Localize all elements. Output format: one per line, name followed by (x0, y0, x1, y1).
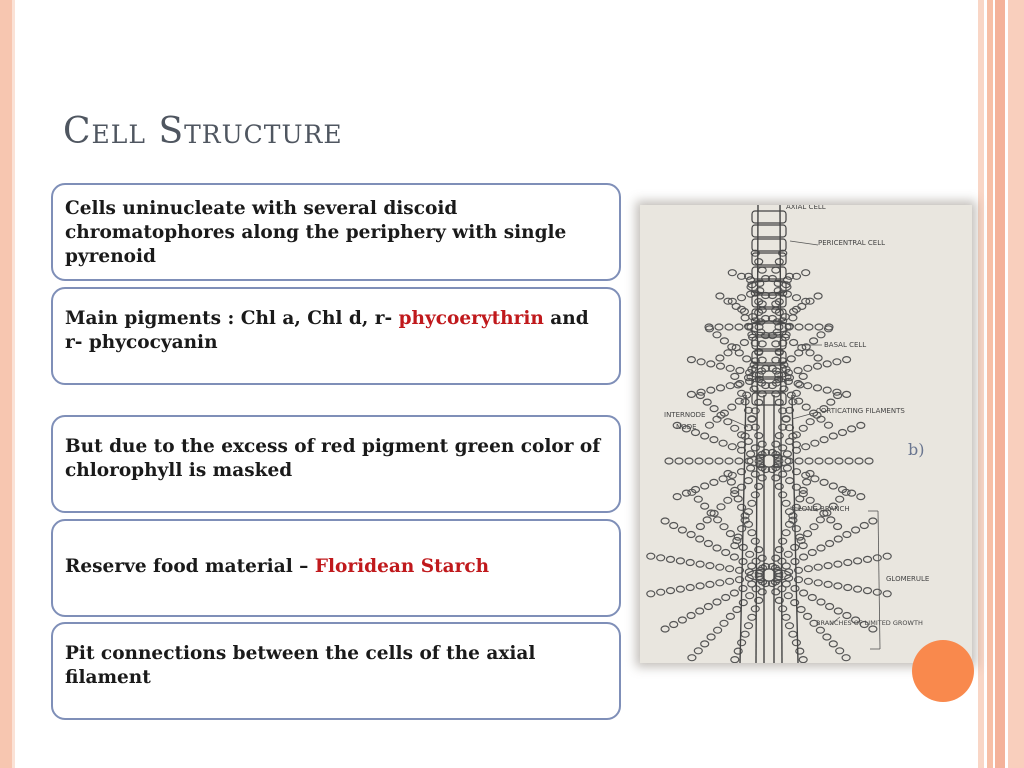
branch-cell (811, 440, 819, 446)
branch-cell (751, 445, 759, 451)
branch-cell (748, 563, 756, 569)
decorative-orange-circle (912, 640, 974, 702)
branch-cell (733, 607, 741, 613)
branch-cell (751, 606, 759, 612)
label-glomerule: GLOMERULE (886, 575, 930, 583)
branch-cell (724, 497, 732, 503)
axial-cell-segment (752, 225, 786, 237)
branch-cell (834, 524, 842, 530)
branch-cell (738, 640, 746, 646)
bullet-text: Cells uninucleate with several discoid chromatophores along the periphery with single pyrenoid (65, 198, 567, 267)
branch-cell (726, 578, 734, 584)
branch-cell (725, 324, 733, 330)
branch-cell (751, 538, 759, 544)
branch-cell (843, 532, 851, 538)
branch-cell (715, 458, 723, 464)
bullet-text: Pit connections between the cells of the axial filament (65, 643, 536, 688)
branch-cell (667, 556, 675, 562)
branch-cell (745, 623, 753, 629)
label-internode: INTERNODE (664, 411, 706, 419)
branch-cell (706, 581, 714, 587)
branch-cell (734, 496, 742, 502)
branch-cell (738, 526, 746, 532)
branch-cell (842, 655, 850, 661)
branch-cell (834, 536, 842, 542)
branch-cell (833, 359, 841, 365)
branch-cell (864, 588, 872, 594)
branch-cell (825, 422, 833, 428)
branch-cell (815, 324, 823, 330)
branch-cell (791, 600, 799, 606)
branch-cell (836, 648, 844, 654)
branch-cell (716, 293, 724, 299)
branch-cell (802, 270, 810, 276)
branch-cell (823, 634, 831, 640)
branch-cell (804, 383, 812, 389)
branch-cell (805, 458, 813, 464)
branch-cell (843, 613, 851, 619)
branch-cell (735, 458, 743, 464)
bullet-text-part: Main pigments : Chl a, Chl d, r- (65, 308, 399, 329)
branch-cell (869, 518, 877, 524)
branch-cell (755, 483, 763, 489)
branch-cell (802, 444, 810, 450)
branch-cell (829, 641, 837, 647)
label-long-branch: LONG BRANCH (798, 505, 850, 513)
branch-cell (670, 523, 678, 529)
branch-cell (845, 458, 853, 464)
highlight-phycoerythrin: phycoerythrin (398, 308, 544, 329)
branch-cell (741, 631, 749, 637)
branch-cell (748, 530, 756, 536)
branch-cell (824, 563, 832, 569)
branch-cell (783, 465, 791, 471)
branch-cell (873, 555, 881, 561)
branch-cell (748, 500, 756, 506)
branch-cell (697, 359, 705, 365)
bullet-text: But due to the excess of red pigment green color of chlorophyll is masked (65, 436, 601, 481)
node (747, 569, 791, 581)
branch-cell (726, 531, 734, 537)
branch-cell (782, 563, 790, 569)
branch-cell (715, 324, 723, 330)
branch-cell (792, 640, 800, 646)
branch-cell (854, 586, 862, 592)
branch-cell (722, 595, 730, 601)
branch-cell (695, 458, 703, 464)
branch-cell (696, 536, 704, 542)
branch-cell (834, 608, 842, 614)
branch-cell (784, 551, 792, 557)
branch-cell (814, 385, 822, 391)
branch-cell (726, 383, 734, 389)
branch-cell (717, 504, 725, 510)
branch-cell (800, 590, 808, 596)
branch-cell (844, 585, 852, 591)
branch-cell (860, 523, 868, 529)
bullet-box-cells (51, 183, 621, 281)
branch-cell (728, 270, 736, 276)
branch-cell (804, 613, 812, 619)
bullet-text (65, 307, 607, 355)
branch-cell (673, 494, 681, 500)
bullet-text-part: and r- phycocyanin (65, 308, 589, 353)
branch-cell (667, 588, 675, 594)
branch-cell (796, 496, 804, 502)
branch-cell (687, 357, 695, 363)
branch-cell (804, 531, 812, 537)
branch-cell (789, 315, 797, 321)
branch-cell (817, 545, 825, 551)
branch-cell (792, 390, 800, 396)
branch-cell (722, 550, 730, 556)
branch-cell (694, 496, 702, 502)
branch-cell (704, 541, 712, 547)
label-corticating-filaments: CORTICATING FILAMENTS (816, 407, 905, 415)
branch-cell (731, 373, 739, 379)
batrachospermum-diagram (640, 205, 972, 663)
branch-cell (647, 591, 655, 597)
branch-cell (701, 641, 709, 647)
branch-cell (814, 355, 822, 361)
branch-cell (725, 458, 733, 464)
branch-cell (827, 517, 835, 523)
branch-cell (734, 382, 742, 388)
branch-cell (714, 627, 722, 633)
branch-cell (758, 391, 766, 397)
branch-cell (730, 590, 738, 596)
branch-cell (744, 478, 752, 484)
branch-cell (716, 355, 724, 361)
branch-cell (799, 373, 807, 379)
branch-cell (713, 332, 721, 338)
branch-cell (797, 607, 805, 613)
branch-cell (710, 479, 718, 485)
branch-cell (865, 458, 873, 464)
branch-cell (687, 532, 695, 538)
branch-cell (688, 655, 696, 661)
branch-cell (686, 585, 694, 591)
axial-cell-segment (752, 211, 786, 223)
branch-cell (883, 553, 891, 559)
branch-cell (726, 613, 734, 619)
branch-cell (728, 444, 736, 450)
branch-cell (731, 657, 739, 663)
branch-cell (696, 583, 704, 589)
branch-cell (782, 614, 790, 620)
branch-cell (796, 382, 804, 388)
branch-cell (810, 338, 818, 344)
branch-cell (806, 497, 814, 503)
bullet-text (65, 555, 489, 579)
branch-cell (816, 517, 824, 523)
branch-cell (743, 392, 751, 398)
branch-cell (758, 267, 766, 273)
branch-cell (647, 553, 655, 559)
branch-cell (825, 458, 833, 464)
branch-cell (808, 550, 816, 556)
slide-frame-right (978, 0, 1024, 768)
branch-cell (675, 458, 683, 464)
branch-cell (716, 580, 724, 586)
branch-cell (696, 524, 704, 530)
branch-cell (784, 593, 792, 599)
branch-cell (834, 583, 842, 589)
slide-frame-left (0, 0, 12, 768)
branch-cell (883, 591, 891, 597)
branch-cell (755, 259, 763, 265)
branch-cell (775, 433, 783, 439)
label-node: NODE (676, 423, 697, 431)
branch-cell (706, 422, 714, 428)
branch-cell (717, 385, 725, 391)
branch-cell (676, 558, 684, 564)
branch-cell (696, 561, 704, 567)
branch-cell (686, 560, 694, 566)
branch-cell (855, 458, 863, 464)
branch-cell (820, 437, 828, 443)
branch-cell (670, 622, 678, 628)
branch-cell (795, 458, 803, 464)
branch-cell (844, 560, 852, 566)
branch-cell (706, 563, 714, 569)
branch-cell (857, 422, 865, 428)
branch-cell (816, 627, 824, 633)
branch-cell (738, 390, 746, 396)
branch-cell (751, 492, 759, 498)
branch-cell (730, 554, 738, 560)
branch-cell (746, 551, 754, 557)
branch-cell (720, 524, 728, 530)
branch-cell (814, 580, 822, 586)
branch-cell (747, 451, 755, 457)
branch-cell (803, 479, 811, 485)
branch-cell (755, 433, 763, 439)
branch-cell (852, 527, 860, 533)
branch-cell (795, 350, 803, 356)
branch-cell (810, 524, 818, 530)
branch-cell (814, 564, 822, 570)
branch-cell (782, 500, 790, 506)
branch-cell (799, 657, 807, 663)
branch-cell (747, 465, 755, 471)
branch-cell (719, 440, 727, 446)
branch-cell (758, 475, 766, 481)
label-panel-mark: b) (908, 440, 925, 459)
branch-cell (735, 350, 743, 356)
branch-cell (748, 614, 756, 620)
branch-cell (826, 541, 834, 547)
branch-cell (775, 259, 783, 265)
bullet-box-pit-connections (51, 622, 621, 720)
branch-cell (779, 492, 787, 498)
branch-cell (710, 406, 718, 412)
branch-cell (678, 527, 686, 533)
branch-cell (823, 361, 831, 367)
label-basal-cell: BASAL CELL (824, 341, 867, 349)
branch-cell (657, 555, 665, 561)
branch-cell (701, 483, 709, 489)
diagram-drawing (640, 205, 972, 663)
branch-cell (772, 267, 780, 273)
branch-cell (820, 479, 828, 485)
branch-cell (815, 458, 823, 464)
branch-cell (783, 451, 791, 457)
branch-cell (791, 586, 799, 592)
branch-cell (772, 391, 780, 397)
branch-cell (701, 503, 709, 509)
branch-cell (772, 589, 780, 595)
branch-cell (864, 556, 872, 562)
branch-cell (843, 357, 851, 363)
branch-cell (827, 399, 835, 405)
branch-cell (696, 608, 704, 614)
branch-cell (694, 648, 702, 654)
branch-cell (857, 494, 865, 500)
branch-cell (731, 425, 739, 431)
slide-title: Cell Structure (63, 111, 343, 152)
branch-cell (710, 437, 718, 443)
branch-cell (829, 483, 837, 489)
branch-cell (736, 368, 744, 374)
branch-cell (713, 599, 721, 605)
branch-cell (727, 479, 735, 485)
branch-cell (743, 356, 751, 362)
branch-cell (804, 566, 812, 572)
bullet-text-part: Reserve food material – (65, 556, 315, 577)
slide-frame-left-inner (12, 0, 15, 768)
branch-cell (814, 363, 822, 369)
label-pericentral-cell: PERICENTRAL CELL (818, 239, 885, 247)
branch-cell (716, 564, 724, 570)
branch-cell (787, 356, 795, 362)
branch-cell (854, 558, 862, 564)
branch-cell (824, 581, 832, 587)
branch-cell (779, 538, 787, 544)
axial-cell-segment (752, 239, 786, 251)
branch-cell (661, 626, 669, 632)
branch-cell (726, 365, 734, 371)
branch-cell (746, 593, 754, 599)
branch-cell (724, 350, 732, 356)
label-branches-limited-growth: BRANCHES OF LIMITED GROWTH (816, 619, 923, 627)
branch-cell (817, 332, 825, 338)
branch-cell (787, 392, 795, 398)
branch-cell (799, 425, 807, 431)
branch-cell (775, 483, 783, 489)
branch-cell (728, 404, 736, 410)
branch-cell (739, 600, 747, 606)
branch-cell (738, 295, 746, 301)
branch-cell (707, 634, 715, 640)
label-axial-cell: AXIAL CELL (786, 205, 826, 211)
branch-cell (740, 340, 748, 346)
branch-cell (717, 363, 725, 369)
branch-cell (805, 324, 813, 330)
bullet-box-pigments (51, 287, 621, 385)
branch-cell (657, 589, 665, 595)
branch-cell (795, 324, 803, 330)
branch-cell (735, 324, 743, 330)
branch-cell (839, 430, 847, 436)
branch-cell (758, 589, 766, 595)
branch-cell (665, 458, 673, 464)
branch-cell (779, 606, 787, 612)
branch-cell (789, 399, 797, 405)
branch-cell (779, 445, 787, 451)
branch-cell (772, 475, 780, 481)
branch-cell (802, 404, 810, 410)
branch-cell (701, 433, 709, 439)
branch-cell (678, 617, 686, 623)
branch-cell (817, 599, 825, 605)
branch-cell (834, 561, 842, 567)
branch-cell (789, 631, 797, 637)
branch-cell (741, 399, 749, 405)
branch-cell (873, 589, 881, 595)
branch-cell (687, 613, 695, 619)
branch-cell (843, 391, 851, 397)
branch-cell (703, 399, 711, 405)
branch-cell (794, 368, 802, 374)
branch-cell (713, 545, 721, 551)
branch-cell (705, 458, 713, 464)
branch-cell (835, 458, 843, 464)
branch-cell (792, 526, 800, 532)
branch-cell (814, 293, 822, 299)
branch-cell (720, 620, 728, 626)
branch-cell (685, 458, 693, 464)
branch-cell (661, 518, 669, 524)
branch-cell (741, 315, 749, 321)
branch-cell (823, 387, 831, 393)
branch-cell (714, 517, 722, 523)
branch-cell (836, 496, 844, 502)
branch-cell (786, 623, 794, 629)
bullet-box-reserve-food (51, 519, 621, 617)
highlight-floridean-starch: Floridean Starch (314, 556, 490, 577)
branch-cell (804, 365, 812, 371)
branch-cell (782, 530, 790, 536)
branch-cell (826, 604, 834, 610)
branch-cell (793, 295, 801, 301)
branch-cell (707, 361, 715, 367)
branch-cell (829, 433, 837, 439)
branch-cell (676, 586, 684, 592)
branch-cell (786, 478, 794, 484)
bullet-box-masking (51, 415, 621, 513)
branch-cell (806, 350, 814, 356)
branch-cell (707, 387, 715, 393)
branch-cell (800, 554, 808, 560)
branch-cell (804, 578, 812, 584)
branch-cell (687, 391, 695, 397)
branch-cell (726, 566, 734, 572)
branch-cell (703, 517, 711, 523)
branch-cell (808, 595, 816, 601)
branch-cell (806, 419, 814, 425)
branch-cell (704, 604, 712, 610)
branch-cell (720, 338, 728, 344)
branch-cell (739, 586, 747, 592)
branch-cell (848, 426, 856, 432)
branch-cell (738, 504, 746, 510)
